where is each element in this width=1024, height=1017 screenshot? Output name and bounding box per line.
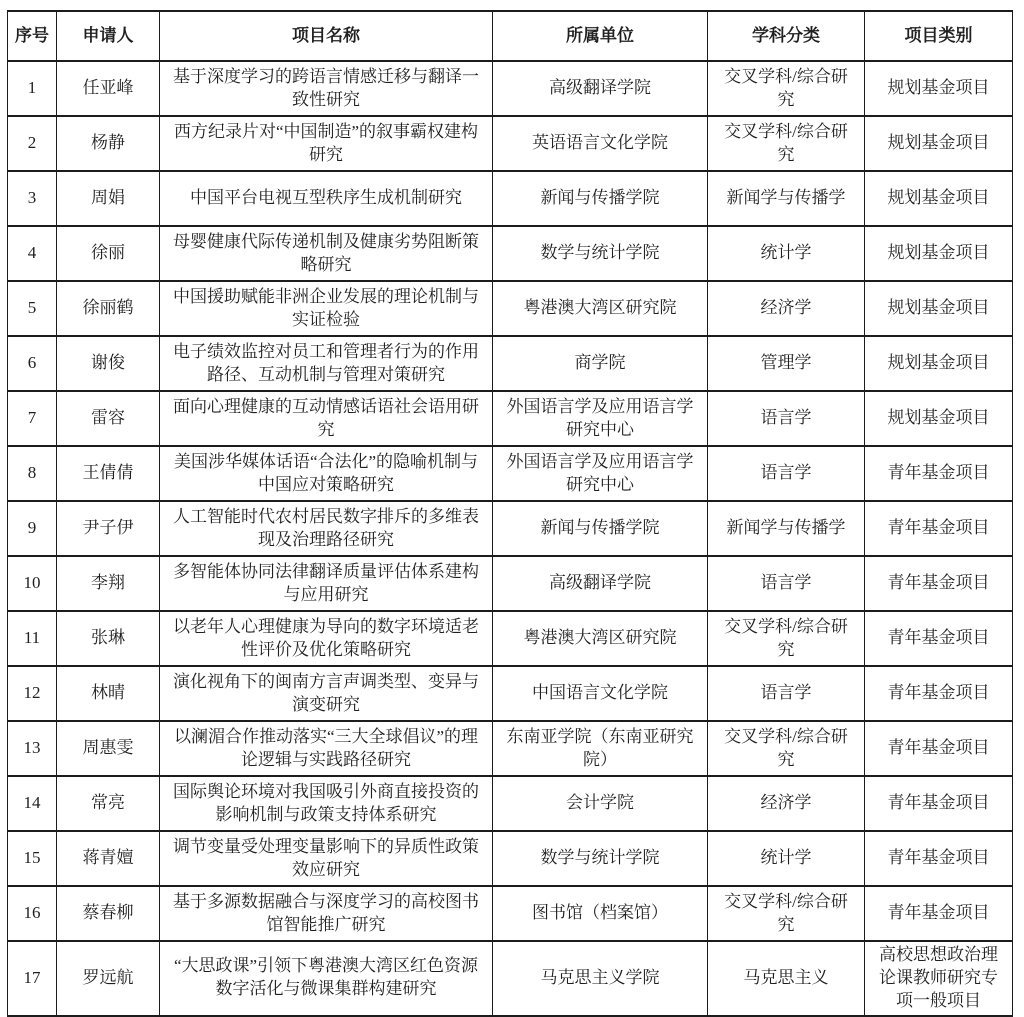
table-row <box>8 666 1013 721</box>
table-row <box>8 556 1013 611</box>
table-row <box>8 501 1013 556</box>
cell-project: 演化视角下的闽南方言声调类型、变异与演变研究 <box>160 666 493 721</box>
cell-unit: 粤港澳大湾区研究院 <box>493 281 708 336</box>
cell-project: 国际舆论环境对我国吸引外商直接投资的影响机制与政策支持体系研究 <box>160 776 493 831</box>
cell-category: 规划基金项目 <box>865 171 1013 226</box>
cell-unit: 高级翻译学院 <box>493 556 708 611</box>
cell-index: 5 <box>8 281 57 336</box>
cell-project: 以澜湄合作推动落实“三大全球倡议”的理论逻辑与实践路径研究 <box>160 721 493 776</box>
cell-index: 9 <box>8 501 57 556</box>
cell-unit: 新闻与传播学院 <box>493 171 708 226</box>
cell-index: 15 <box>8 831 57 886</box>
cell-applicant: 谢俊 <box>57 336 160 391</box>
cell-project: 人工智能时代农村居民数字排斥的多维表现及治理路径研究 <box>160 501 493 556</box>
cell-category: 规划基金项目 <box>865 281 1013 336</box>
cell-project: 面向心理健康的互动情感话语社会语用研究 <box>160 391 493 446</box>
cell-applicant: 周惠雯 <box>57 721 160 776</box>
header-row <box>8 11 1013 61</box>
cell-index: 11 <box>8 611 57 666</box>
cell-applicant: 张琳 <box>57 611 160 666</box>
cell-unit: 外国语言学及应用语言学研究中心 <box>493 391 708 446</box>
cell-category: 青年基金项目 <box>865 446 1013 501</box>
cell-project: 西方纪录片对“中国制造”的叙事霸权建构研究 <box>160 116 493 171</box>
table-body <box>8 61 1013 1016</box>
cell-index: 7 <box>8 391 57 446</box>
cell-unit: 数学与统计学院 <box>493 831 708 886</box>
cell-unit: 商学院 <box>493 336 708 391</box>
cell-index: 17 <box>8 941 57 1016</box>
cell-index: 2 <box>8 116 57 171</box>
cell-index: 8 <box>8 446 57 501</box>
table-row <box>8 171 1013 226</box>
cell-discipline: 经济学 <box>708 776 865 831</box>
table-row <box>8 446 1013 501</box>
cell-index: 12 <box>8 666 57 721</box>
header-cell-discipline: 学科分类 <box>708 11 865 61</box>
table-row <box>8 611 1013 666</box>
cell-project: 以老年人心理健康为导向的数字环境适老性评价及优化策略研究 <box>160 611 493 666</box>
cell-applicant: 李翔 <box>57 556 160 611</box>
cell-applicant: 徐丽鹤 <box>57 281 160 336</box>
cell-project: 基于多源数据融合与深度学习的高校图书馆智能推广研究 <box>160 886 493 941</box>
cell-applicant: 周娟 <box>57 171 160 226</box>
cell-project: 美国涉华媒体话语“合法化”的隐喻机制与中国应对策略研究 <box>160 446 493 501</box>
cell-category: 青年基金项目 <box>865 776 1013 831</box>
cell-project: 母婴健康代际传递机制及健康劣势阻断策略研究 <box>160 226 493 281</box>
table-row <box>8 61 1013 116</box>
cell-unit: 中国语言文化学院 <box>493 666 708 721</box>
cell-category: 规划基金项目 <box>865 61 1013 116</box>
cell-index: 1 <box>8 61 57 116</box>
cell-project: 中国平台电视互型秩序生成机制研究 <box>160 171 493 226</box>
cell-applicant: 尹子伊 <box>57 501 160 556</box>
cell-unit: 外国语言学及应用语言学研究中心 <box>493 446 708 501</box>
cell-discipline: 语言学 <box>708 391 865 446</box>
cell-discipline: 马克思主义 <box>708 941 865 1016</box>
cell-category: 青年基金项目 <box>865 666 1013 721</box>
cell-category: 青年基金项目 <box>865 556 1013 611</box>
table-row <box>8 116 1013 171</box>
table-row <box>8 281 1013 336</box>
cell-discipline: 统计学 <box>708 831 865 886</box>
cell-category: 青年基金项目 <box>865 721 1013 776</box>
cell-category: 规划基金项目 <box>865 226 1013 281</box>
cell-project: 多智能体协同法律翻译质量评估体系建构与应用研究 <box>160 556 493 611</box>
cell-applicant: 任亚峰 <box>57 61 160 116</box>
cell-discipline: 语言学 <box>708 446 865 501</box>
cell-unit: 高级翻译学院 <box>493 61 708 116</box>
header-cell-index: 序号 <box>8 11 57 61</box>
cell-unit: 图书馆（档案馆） <box>493 886 708 941</box>
table-row <box>8 226 1013 281</box>
cell-unit: 粤港澳大湾区研究院 <box>493 611 708 666</box>
cell-discipline: 管理学 <box>708 336 865 391</box>
cell-unit: 数学与统计学院 <box>493 226 708 281</box>
cell-category: 规划基金项目 <box>865 391 1013 446</box>
cell-applicant: 蔡春柳 <box>57 886 160 941</box>
cell-index: 4 <box>8 226 57 281</box>
cell-project: “大思政课”引领下粤港澳大湾区红色资源数字活化与微课集群构建研究 <box>160 941 493 1016</box>
table-row <box>8 336 1013 391</box>
cell-unit: 东南亚学院（东南亚研究院） <box>493 721 708 776</box>
cell-index: 10 <box>8 556 57 611</box>
table-row <box>8 721 1013 776</box>
cell-applicant: 王倩倩 <box>57 446 160 501</box>
cell-index: 3 <box>8 171 57 226</box>
table-row <box>8 391 1013 446</box>
cell-index: 6 <box>8 336 57 391</box>
cell-discipline: 新闻学与传播学 <box>708 171 865 226</box>
cell-discipline: 交叉学科/综合研究 <box>708 116 865 171</box>
cell-applicant: 徐丽 <box>57 226 160 281</box>
cell-applicant: 常亮 <box>57 776 160 831</box>
cell-project: 电子绩效监控对员工和管理者行为的作用路径、互动机制与管理对策研究 <box>160 336 493 391</box>
cell-discipline: 统计学 <box>708 226 865 281</box>
cell-category: 高校思想政治理论课教师研究专项一般项目 <box>865 941 1013 1016</box>
cell-project: 中国援助赋能非洲企业发展的理论机制与实证检验 <box>160 281 493 336</box>
header-cell-unit: 所属单位 <box>493 11 708 61</box>
cell-project: 基于深度学习的跨语言情感迁移与翻译一致性研究 <box>160 61 493 116</box>
cell-unit: 会计学院 <box>493 776 708 831</box>
table-row <box>8 941 1013 1016</box>
cell-discipline: 经济学 <box>708 281 865 336</box>
cell-applicant: 杨静 <box>57 116 160 171</box>
cell-applicant: 雷容 <box>57 391 160 446</box>
cell-discipline: 交叉学科/综合研究 <box>708 61 865 116</box>
header-cell-project-name: 项目名称 <box>160 11 493 61</box>
cell-category: 青年基金项目 <box>865 611 1013 666</box>
cell-category: 青年基金项目 <box>865 501 1013 556</box>
cell-discipline: 语言学 <box>708 666 865 721</box>
cell-discipline: 语言学 <box>708 556 865 611</box>
header-cell-category: 项目类别 <box>865 11 1013 61</box>
cell-unit: 新闻与传播学院 <box>493 501 708 556</box>
cell-category: 规划基金项目 <box>865 116 1013 171</box>
header-cell-applicant: 申请人 <box>57 11 160 61</box>
cell-category: 青年基金项目 <box>865 831 1013 886</box>
table-row <box>8 776 1013 831</box>
cell-category: 青年基金项目 <box>865 886 1013 941</box>
cell-index: 16 <box>8 886 57 941</box>
cell-discipline: 交叉学科/综合研究 <box>708 611 865 666</box>
cell-unit: 马克思主义学院 <box>493 941 708 1016</box>
cell-applicant: 林晴 <box>57 666 160 721</box>
cell-category: 规划基金项目 <box>865 336 1013 391</box>
cell-index: 13 <box>8 721 57 776</box>
cell-discipline: 交叉学科/综合研究 <box>708 721 865 776</box>
cell-applicant: 罗远航 <box>57 941 160 1016</box>
cell-applicant: 蒋青嬗 <box>57 831 160 886</box>
cell-discipline: 新闻学与传播学 <box>708 501 865 556</box>
cell-discipline: 交叉学科/综合研究 <box>708 886 865 941</box>
cell-index: 14 <box>8 776 57 831</box>
cell-unit: 英语语言文化学院 <box>493 116 708 171</box>
table-row <box>8 831 1013 886</box>
table-row <box>8 886 1013 941</box>
cell-project: 调节变量受处理变量影响下的异质性政策效应研究 <box>160 831 493 886</box>
projects-table <box>7 10 1013 1017</box>
